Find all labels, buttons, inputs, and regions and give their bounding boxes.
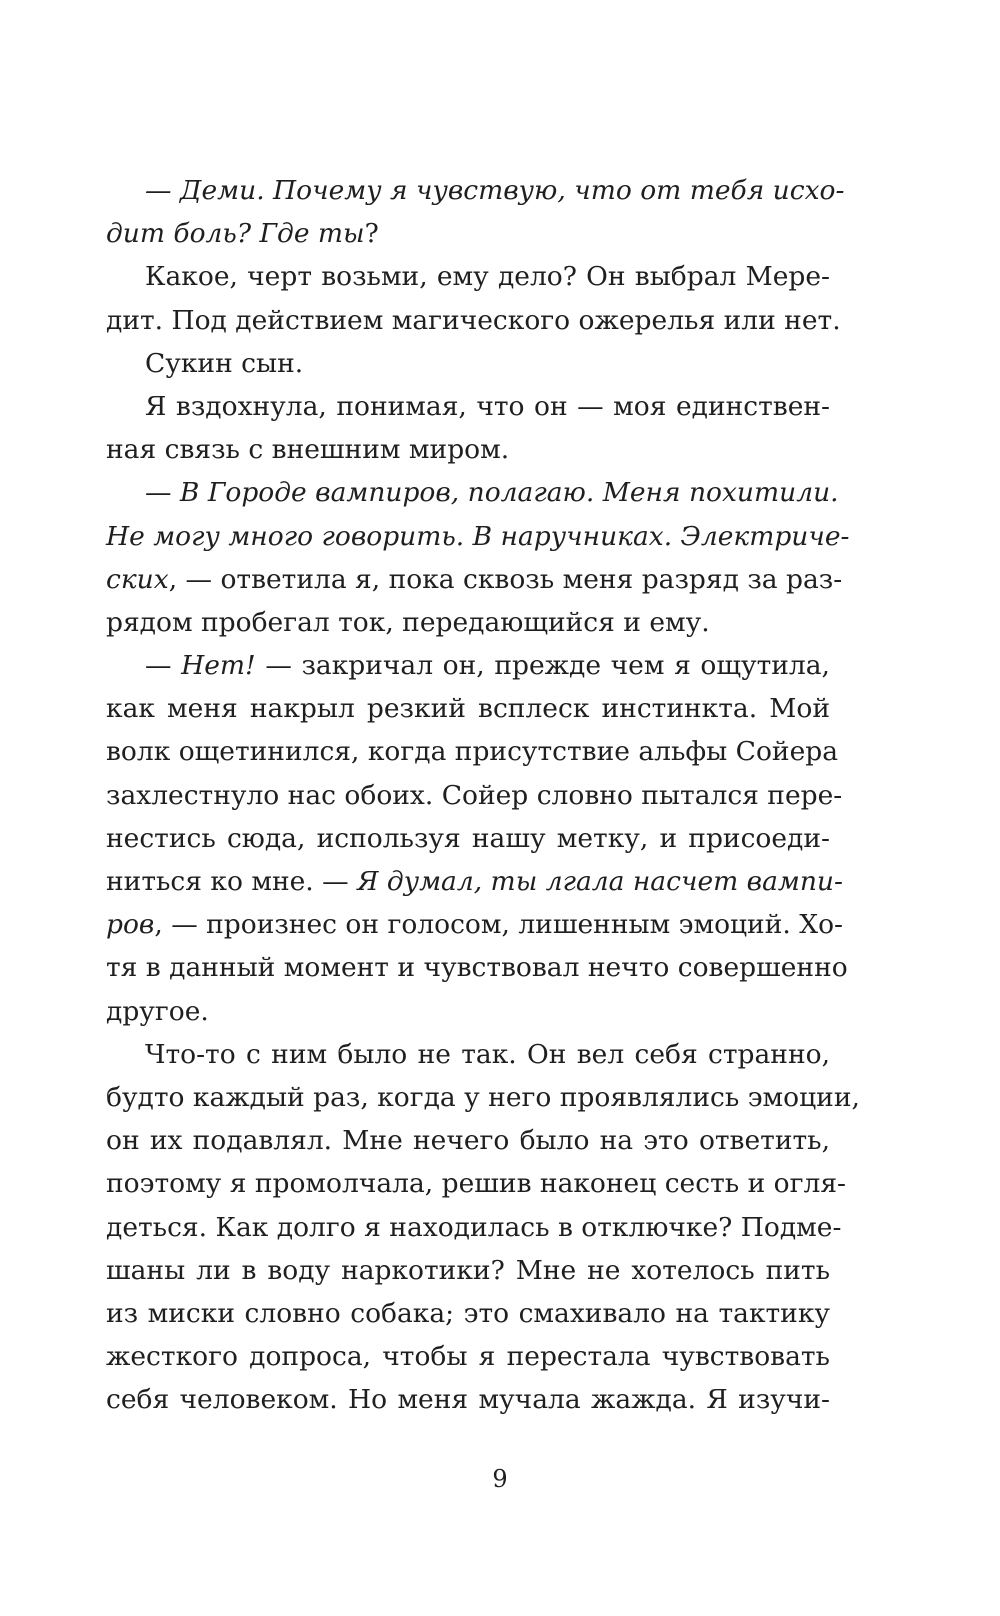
- text-line: волк ощетинился, когда присутствие альфы Сойера: [106, 736, 839, 768]
- text-line: — Нет! — закричал он, прежде чем я ощутила,: [145, 650, 830, 682]
- text-line: ров, — произнес он голосом, лишенным эмоций. Хо-: [106, 909, 844, 941]
- text-line: он их подавлял. Мне нечего было на это ответить,: [106, 1125, 830, 1157]
- text-line: тя в данный момент и чувствовал нечто совершенно: [106, 952, 848, 984]
- text-line: Какое, черт возьми, ему дело? Он выбрал Мере-: [145, 261, 830, 293]
- text-line: Я вздохнула, понимая, что он — моя единствен-: [145, 390, 830, 422]
- text-line: рядом пробегал ток, передающийся и ему.: [106, 606, 710, 638]
- text-line: из миски словно собака; это смахивало на тактику: [106, 1297, 830, 1329]
- text-line: деться. Как долго я находилась в отключке? Подме-: [106, 1211, 842, 1243]
- text-line: Не могу много говорить. В наручниках. Электриче-: [106, 520, 850, 552]
- text-line: как меня накрыл резкий всплеск инстинкта. Мой: [106, 693, 830, 725]
- text-line: нестись сюда, используя нашу метку, и присоеди-: [106, 822, 830, 854]
- text-line: другое.: [106, 995, 209, 1027]
- text-line: Сукин сын.: [145, 347, 304, 379]
- text-line: ная связь с внешним миром.: [106, 434, 510, 466]
- text-line: Что-то с ним было не так. Он вел себя странно,: [145, 1038, 830, 1070]
- text-line: — Деми. Почему я чувствую, что от тебя исхо-: [145, 175, 845, 206]
- text-line: поэтому я промолчала, решив наконец сесть и огля-: [106, 1168, 847, 1200]
- text-line: дит. Под действием магического ожерелья или нет.: [106, 304, 841, 336]
- text-line: будто каждый раз, когда у него проявлялись эмоции,: [106, 1081, 860, 1113]
- text-line: дит боль? Где ты?: [106, 218, 379, 250]
- text-line: себя человеком. Но меня мучала жажда. Я изучи-: [106, 1384, 830, 1416]
- page-number: 9: [492, 1465, 508, 1493]
- text-line: шаны ли в воду наркотики? Мне не хотелось пить: [106, 1254, 830, 1286]
- text-line: ских, — ответила я, пока сквозь меня разряд за раз-: [106, 563, 843, 595]
- body-text: [106, 169, 860, 1421]
- text-line: жесткого допроса, чтобы я перестала чувствовать: [106, 1341, 830, 1373]
- text-line: ниться ко мне. — Я думал, ты лгала насчет вампи-: [106, 866, 843, 897]
- text-line: захлестнуло нас обоих. Сойер словно пытался пере-: [106, 779, 843, 811]
- text-line: — В Городе вампиров, полагаю. Меня похитили.: [145, 477, 839, 509]
